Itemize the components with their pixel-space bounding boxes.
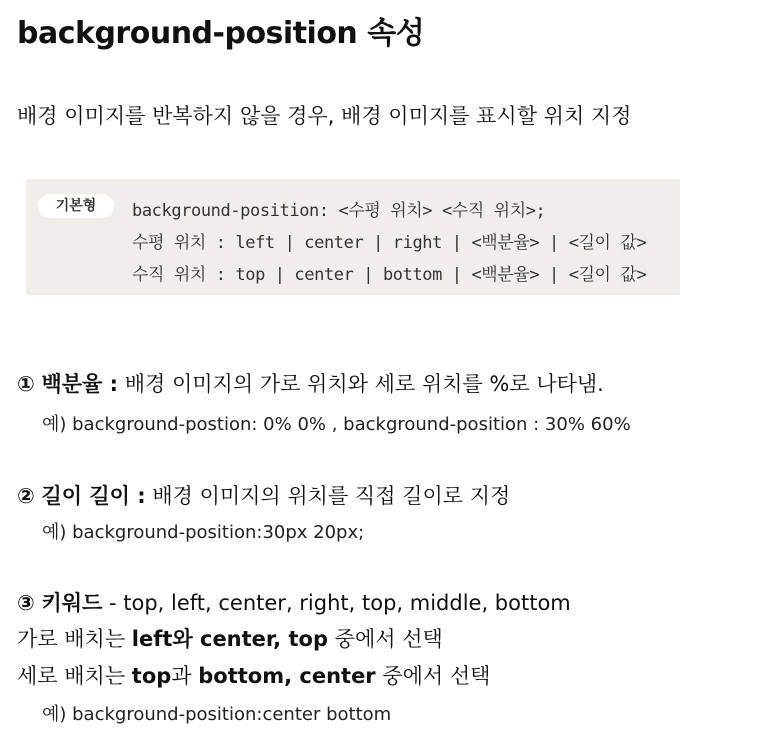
vertical-placement bbox=[17, 660, 490, 690]
example-length: 예) background-position:30px 20px; bbox=[42, 522, 365, 543]
vertical-options: bottom, center bbox=[198, 664, 376, 688]
item-length-marker: ② bbox=[17, 484, 35, 508]
horizontal-suffix: 중에서 선택 bbox=[327, 627, 443, 651]
item-length bbox=[17, 480, 510, 510]
item-length-text: 배경 이미지의 위치를 직접 길이로 지정 bbox=[145, 484, 511, 508]
syntax-badge: 기본형 bbox=[38, 194, 114, 218]
description: 배경 이미지를 반복하지 않을 경우, 배경 이미지를 표시할 위치 지정 bbox=[17, 104, 632, 128]
example-percent: 예) background-postion: 0% 0% , background-position : 30% 60% bbox=[42, 414, 631, 435]
horizontal-placement bbox=[17, 623, 443, 653]
vertical-option-top: top bbox=[131, 664, 172, 688]
item-keyword-keyword: 키워드 bbox=[41, 591, 103, 615]
syntax-box bbox=[26, 179, 680, 295]
example-keyword: 예) background-position:center bottom bbox=[42, 704, 392, 725]
horizontal-prefix: 가로 배치는 bbox=[17, 627, 132, 651]
page-title: background-position 속성 bbox=[17, 16, 425, 51]
item-percent-keyword: 백분율 : bbox=[41, 372, 119, 396]
syntax-line-horizontal: 수평 위치 : left | center | right | <백분율> | <길이 값> bbox=[132, 233, 647, 253]
vertical-prefix: 세로 배치는 bbox=[17, 664, 132, 688]
syntax-line-basic: background-position: <수평 위치> <수직 위치>; bbox=[132, 201, 546, 221]
vertical-mid: 과 bbox=[171, 664, 199, 688]
syntax-line-vertical: 수직 위치 : top | center | bottom | <백분율> | <길이 값> bbox=[132, 265, 647, 285]
horizontal-options: left와 center, top bbox=[131, 627, 328, 651]
vertical-suffix: 중에서 선택 bbox=[375, 664, 491, 688]
item-keyword bbox=[17, 587, 571, 617]
item-keyword-marker: ③ bbox=[17, 591, 35, 615]
item-percent bbox=[17, 368, 604, 398]
item-percent-marker: ① bbox=[17, 372, 35, 396]
item-percent-text: 배경 이미지의 가로 위치와 세로 위치를 %로 나타냄. bbox=[118, 372, 604, 396]
item-length-keyword: 길이 길이 : bbox=[41, 484, 146, 508]
item-keyword-text: - top, left, center, right, top, middle, bottom bbox=[102, 591, 571, 615]
